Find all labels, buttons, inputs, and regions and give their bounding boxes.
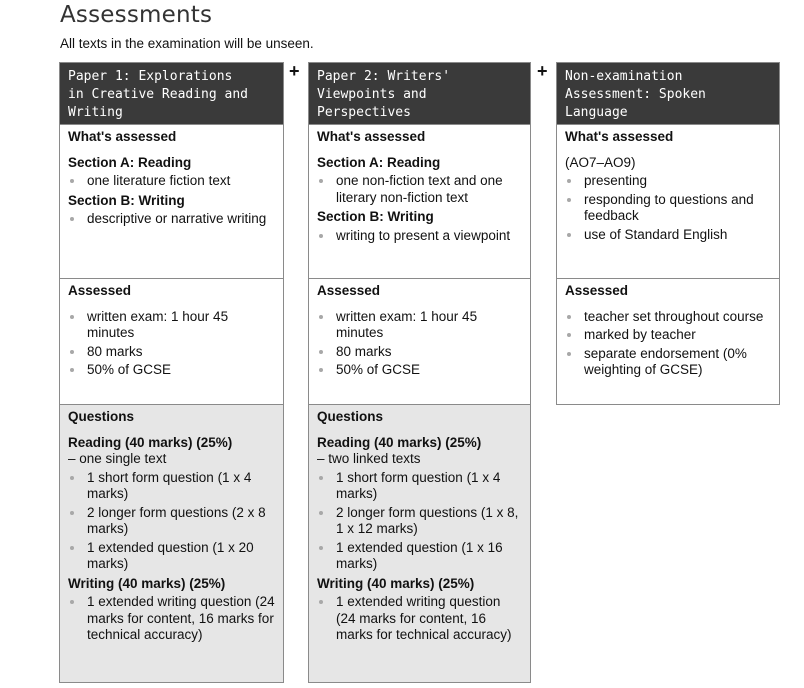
list-item: 2 longer form questions (1 x 8, 1 x 12 marks)	[317, 505, 522, 538]
list-item: writing to present a viewpoint	[317, 228, 522, 245]
list-item: 50% of GCSE	[68, 362, 275, 379]
list-item: descriptive or narrative writing	[68, 211, 275, 228]
plus-sign-2: +	[537, 61, 548, 81]
list-item: 80 marks	[317, 344, 522, 361]
list-item: 50% of GCSE	[317, 362, 522, 379]
assessed-section	[557, 278, 779, 404]
list-item: use of Standard English	[565, 227, 771, 244]
section-heading: Questions	[68, 409, 135, 424]
section-heading: What's assessed	[68, 129, 177, 144]
assessed-section	[309, 278, 530, 404]
list-item: one non-fiction text and one literary non-fiction text	[317, 173, 522, 206]
page-subtitle: All texts in the examination will be unseen.	[60, 36, 314, 51]
section-heading: Assessed	[565, 283, 629, 298]
section-heading: What's assessed	[317, 129, 426, 144]
section-heading: Questions	[317, 409, 384, 424]
list-item: written exam: 1 hour 45 minutes	[68, 309, 275, 342]
section-heading: What's assessed	[565, 129, 674, 144]
non-examination-column	[556, 62, 780, 405]
list-item: one literature fiction text	[68, 173, 275, 190]
list-item: 1 extended writing question (24 marks for content, 16 marks for technical accuracy)	[68, 594, 275, 644]
whats-assessed-section: What's assessed (AO7–AO9) presenting responding to questions and feedback use of Standard English	[557, 124, 779, 278]
list-item: marked by teacher	[565, 327, 771, 344]
whats-assessed-section: What's assessed Section A: Reading one literature fiction text Section B: Writing descriptive or narrative writing	[60, 124, 283, 278]
list-item: 1 short form question (1 x 4 marks)	[68, 470, 275, 503]
whats-assessed-section: What's assessed Section A: Reading one non-fiction text and one literary non-fiction text Section B: Writing writing to present a viewpoint	[309, 124, 530, 278]
section-heading: Assessed	[317, 283, 381, 298]
list-item: 1 extended question (1 x 16 marks)	[317, 540, 522, 573]
column-header: Paper 1: Explorations in Creative Reading and Writing	[60, 63, 283, 124]
list-item: 1 extended question (1 x 20 marks)	[68, 540, 275, 573]
column-header: Non-examination Assessment: Spoken Language	[557, 63, 779, 124]
page-title: Assessments	[60, 2, 213, 28]
paper-2-column	[308, 62, 531, 683]
list-item: 1 short form question (1 x 4 marks)	[317, 470, 522, 503]
column-header: Paper 2: Writers' Viewpoints and Perspectives	[309, 63, 530, 124]
questions-section: Questions Reading (40 marks) (25%) – two linked texts 1 short form question (1 x 4 marks) 2 longer form questions (1 x 8, 1 x 12 marks) 1 extended question (1 x 16 marks) Writing (40 marks) (25%) 1 extended writing question (24 marks for content, 16 marks for technical accuracy)	[309, 404, 530, 682]
plus-sign-1: +	[289, 61, 300, 81]
list-item: 2 longer form questions (2 x 8 marks)	[68, 505, 275, 538]
section-heading: Assessed	[68, 283, 132, 298]
list-item: 80 marks	[68, 344, 275, 361]
list-item: teacher set throughout course	[565, 309, 771, 326]
paper-1-column	[59, 62, 284, 683]
list-item: responding to questions and feedback	[565, 192, 771, 225]
list-item: separate endorsement (0% weighting of GCSE)	[565, 346, 771, 379]
list-item: 1 extended writing question (24 marks for content, 16 marks for technical accuracy)	[317, 594, 522, 644]
list-item: presenting	[565, 173, 771, 190]
assessed-section	[60, 278, 283, 404]
questions-section: Questions Reading (40 marks) (25%) – one single text 1 short form question (1 x 4 marks) 2 longer form questions (2 x 8 marks) 1 extended question (1 x 20 marks) Writing (40 marks) (25%) 1 extended writing question (24 marks for content, 16 marks for technical accuracy)	[60, 404, 283, 682]
list-item: written exam: 1 hour 45 minutes	[317, 309, 522, 342]
